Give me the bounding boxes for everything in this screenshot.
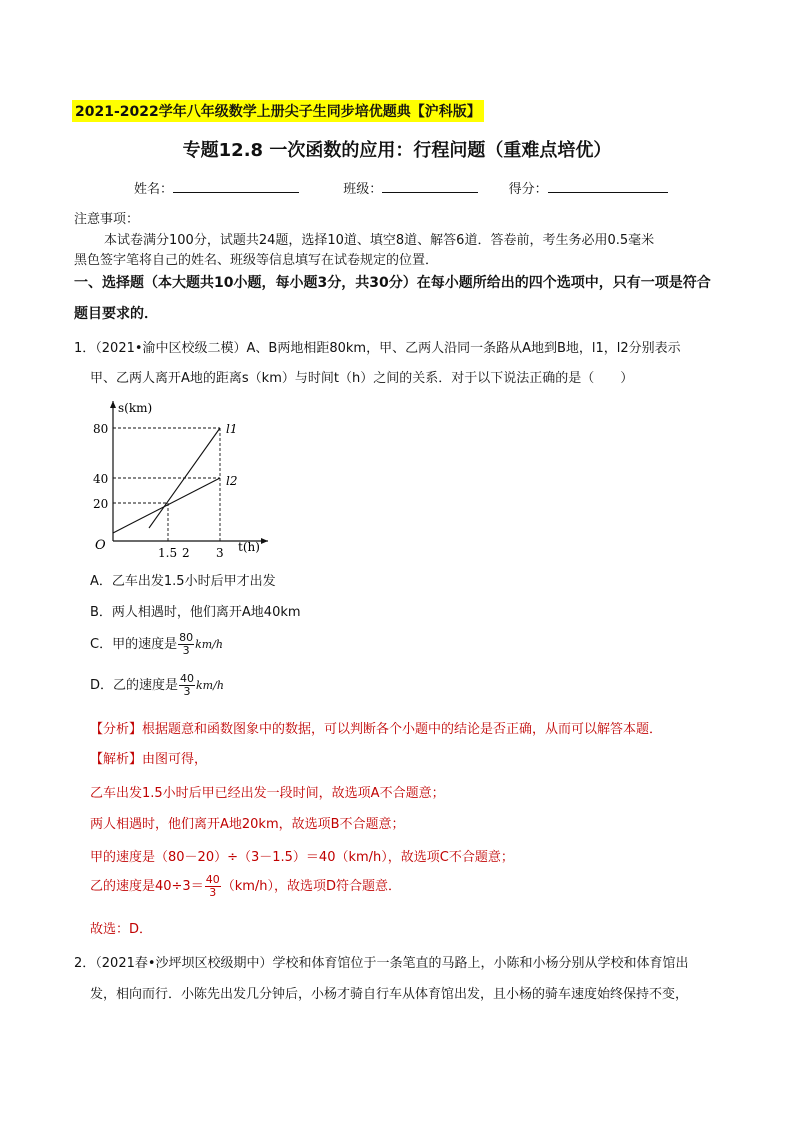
solution-tag: 【解析】 [90,752,143,767]
y-tick-40: 40 [93,472,109,486]
x-tick-1-5: 1.5 [158,546,178,560]
q1-option-d-fraction [179,673,195,698]
solution-line-d-fraction [205,874,221,899]
student-info-fields [134,178,668,197]
solution-line-d-den: 3 [209,886,217,899]
q1-option-c-num: 80 [179,631,194,644]
notes-line-1: 本试卷满分100分，试题共24题，选择10道、填空8道、解答6道．答卷前，考生务必用0.5毫米 [104,233,655,248]
line-l2-label: l2 [226,474,238,488]
q1-option-a[interactable]: A．乙车出发1.5小时后甲才出发 [90,574,276,589]
y-tick-20: 20 [93,497,109,511]
x-tick-3: 3 [216,546,224,560]
q2-stem-line-1: 2．（2021春•沙坪坝区校级期中）学校和体育馆位于一条笔直的马路上，小陈和小杨分别从学校和体育馆出 [74,956,689,971]
line-l1-label: l1 [226,422,238,436]
q1-solution-line-a: 乙车出发1.5小时后甲已经出发一段时间，故选项A不合题意； [90,786,445,801]
x-axis-label: t(h) [238,540,260,554]
y-axis-label: s(km) [118,401,153,415]
q1-option-b[interactable]: B．两人相遇时，他们离开A地40km [90,605,301,620]
name-label: 姓名： [134,182,174,197]
name-field[interactable] [173,180,299,193]
solution-line-d-prefix: 乙的速度是40÷3＝ [90,879,204,894]
q1-analysis [90,718,662,737]
q1-stem-line-1: 1．（2021•渝中区校级二模）A、B两地相距80km，甲、乙两人沿同一条路从A地到B地，l1，l2分别表示 [74,341,681,356]
q1-option-c-fraction [178,632,194,657]
q1-option-d-prefix: D．乙的速度是 [90,678,179,693]
q1-option-c-den: 3 [182,644,190,657]
q1-option-d-unit: km/h [196,679,224,692]
x-tick-2: 2 [182,546,190,560]
section-heading-line-2: 题目要求的． [74,306,158,322]
q1-solution-line-b: 两人相遇时，他们离开A地20km，故选项B不合题意； [90,817,405,832]
q1-option-c-prefix: C．甲的速度是 [90,637,178,652]
section-heading-line-1: 一、选择题（本大题共10小题，每小题3分，共30分）在每小题所给出的四个选项中，只有一项是符合 [74,275,711,291]
q1-option-c-unit: km/h [195,638,223,651]
page-title: 专题12.8 一次函数的应用：行程问题（重难点培优） [182,140,612,161]
analysis-text: 根据题意和函数图象中的数据，可以判断各个小题中的结论是否正确，从而可以解答本题． [142,722,663,737]
q2-stem-line-2: 发，相向而行．小陈先出发几分钟后，小杨才骑自行车从体育馆出发，且小杨的骑车速度始终保持不变， [90,987,689,1002]
q1-option-d-num: 40 [180,672,195,685]
notes-heading: 注意事项： [74,212,140,227]
score-label: 得分： [508,182,548,197]
line-l2 [113,478,220,533]
score-field[interactable] [548,180,668,193]
q1-stem-line-2: 甲、乙两人离开A地的距离s（km）与时间t（h）之间的关系．对于以下说法正确的是（ ） [90,371,634,386]
q1-solution-line-d [90,874,401,899]
q1-option-c[interactable] [90,632,223,657]
q1-solution-line-c: 甲的速度是（80－20）÷（3－1.5）＝40（km/h），故选项C不合题意； [90,850,514,865]
origin-label: O [95,538,106,553]
solution-line-d-suffix: （km/h），故选项D符合题意． [221,879,402,894]
analysis-tag: 【分析】 [90,722,143,737]
class-field[interactable] [382,180,478,193]
notes-line-2: 黑色签字笔将自己的姓名、班级等信息填写在试卷规定的位置． [74,253,439,268]
q1-answer: 故选：D． [90,922,153,937]
solution-intro-text: 由图可得， [142,752,208,767]
x-axis-arrow [261,538,268,544]
y-axis-arrow [110,401,116,408]
class-label: 班级： [343,182,383,197]
solution-line-d-num: 40 [205,873,220,886]
series-banner: 2021-2022学年八年级数学上册尖子生同步培优题典【沪科版】 [72,100,484,122]
q1-solution-intro [90,748,207,767]
y-tick-80: 80 [93,422,109,436]
q1-option-d-den: 3 [183,685,191,698]
q1-distance-time-graph [80,393,280,563]
q1-option-d[interactable] [90,673,224,698]
